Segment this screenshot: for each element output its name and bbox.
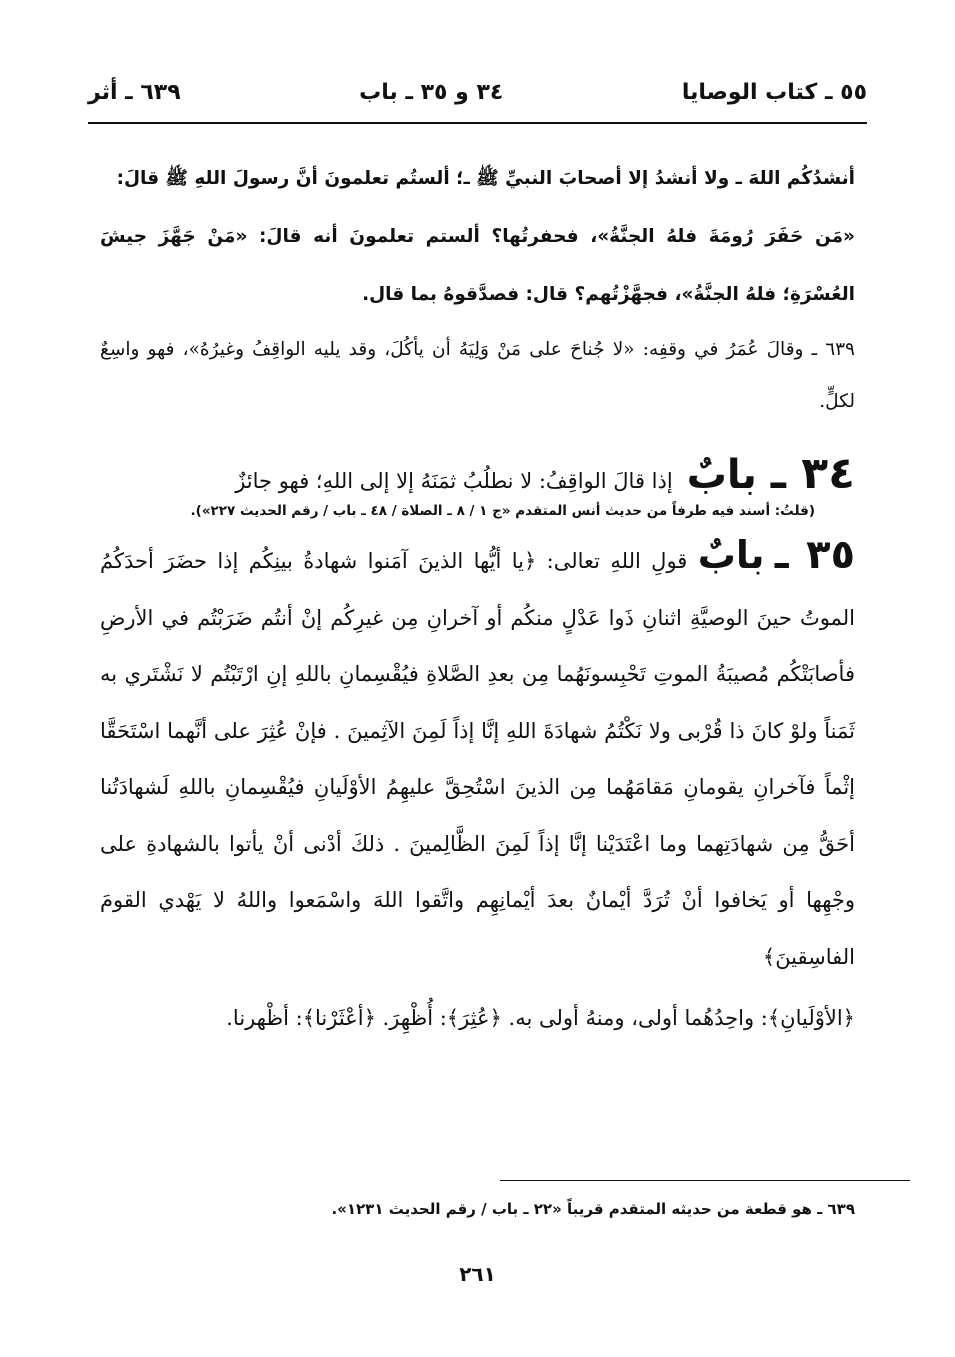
page-number: ٢٦١ — [459, 1262, 496, 1286]
header-hadith-number: ٦٣٩ ـ أثر — [88, 79, 181, 105]
chapter-35-number: ٣٥ ـ — [774, 532, 855, 578]
chapter-34-title: إذا قالَ الواقِفُ: لا نطلُبُ ثمَنَهُ إلا إلى اللهِ؛ فهو جائزٌ — [235, 469, 673, 493]
chapter-35-paragraph — [100, 533, 855, 985]
header-chapter-range: ٣٤ و ٣٥ ـ باب — [359, 79, 504, 105]
main-text — [100, 150, 855, 1047]
header-divider — [88, 122, 867, 124]
footnote-divider — [500, 1180, 910, 1181]
chapter-34-heading — [100, 448, 855, 499]
paragraph-rumah: «مَن حَفَرَ رُومَةَ فلهُ الجنَّةُ»، فحفرتُها؟ ألستم تعلمونَ أنه قالَ: «مَنْ جَهَّزَ جيشَ العُسْرَةِ؛ فلهُ الجنَّةُ»، فجهَّزْتُهم؟ قال: فصدَّقوهُ بما قال. — [100, 226, 855, 305]
chapter-35-word: بابٌ — [697, 533, 765, 577]
chapter-34-note: (قلتُ: أسند فيه طرفاً من حديث أنس المتقدم «ج ١ / ٨ ـ الصلاة / ٤٨ ـ باب / رقم الحديث ٢٢٧»). — [190, 503, 815, 519]
running-header — [88, 72, 867, 112]
chapter-34-word: بابٌ — [686, 452, 757, 498]
footnote: ٦٣٩ ـ هو قطعة من حديثه المتقدم قريباً «٢٢ ـ باب / رقم الحديث ١٢٣١». — [331, 1200, 855, 1218]
chapter-35-gloss: ﴿الأوْلَيانِ﴾: واحِدُهُما أولى، ومنهُ أولى به. ﴿عُثِرَ﴾: أُظْهِرَ. ﴿أعْثَرْنا﴾: أظْهرنا. — [226, 1006, 855, 1030]
chapter-35-verse: قولِ اللهِ تعالى: ﴿يا أيُّها الذينَ آمَنوا شهادةُ بينِكُم إذا حضَرَ أحدَكُمُ الموتُ حينَ الوصيَّةِ اثنانِ ذَوا عَدْلٍ منكُم أو آخرانِ مِن غيرِكُم إنْ أنتُم ضَرَبْتُم في الأرضِ فأصابَتْكُم مُصيبَةُ الموتِ تَحْبِسونَهُما مِن بعدِ الصَّلاةِ فيُقْسِمانِ باللهِ إنِ ارْتَبْتُم لا نَشْتَري به ثَمَناً ولوْ كانَ ذا قُرْبى ولا نَكْتُمُ شهادَةَ اللهِ إنَّا إذاً لَمِنَ الآثِمينَ . فإنْ عُثِرَ على أنَّهما اسْتَحَقَّا إثْماً فآخرانِ يقومانِ مَقامَهُما مِن الذينَ اسْتُحِقَّ عليهِمُ الأوْلَيانِ فيُقْسِمانِ باللهِ لَشهادَتُنا أحَقُّ مِن شهادَتِهما وما اعْتَدَيْنا إنَّا إذاً لَمِنَ الظَّالِمينَ . ذلكَ أدْنى أنْ يأتوا بالشهادةِ على وجْهِها أو يَخافوا أنْ تُرَدَّ أيْمانٌ بعدَ أيْمانِهِم واتَّقوا اللهَ واسْمَعوا واللهُ لا يَهْدي القومَ الفاسِقينَ﴾ — [100, 549, 855, 969]
paragraph-athar-639: ٦٣٩ ـ وقالَ عُمَرُ في وقفِه: «لا جُناحَ على مَنْ وَلِيَهُ أن يأكُلَ، وقد يليه الواقِفُ وغيرُهُ»، فهو واسِعٌ لكلٍّ. — [100, 339, 855, 412]
paragraph-oath: أنشدُكُم اللهَ ـ ولا أنشدُ إلا أصحابَ النبيِّ ﷺ ـ؛ ألستُم تعلمونَ أنَّ رسولَ اللهِ ﷺ قالَ: — [116, 168, 855, 189]
chapter-34-number: ٣٤ ـ — [770, 448, 855, 499]
chapter-35 — [100, 533, 855, 1047]
header-book-title: ٥٥ ـ كتاب الوصايا — [681, 79, 867, 105]
